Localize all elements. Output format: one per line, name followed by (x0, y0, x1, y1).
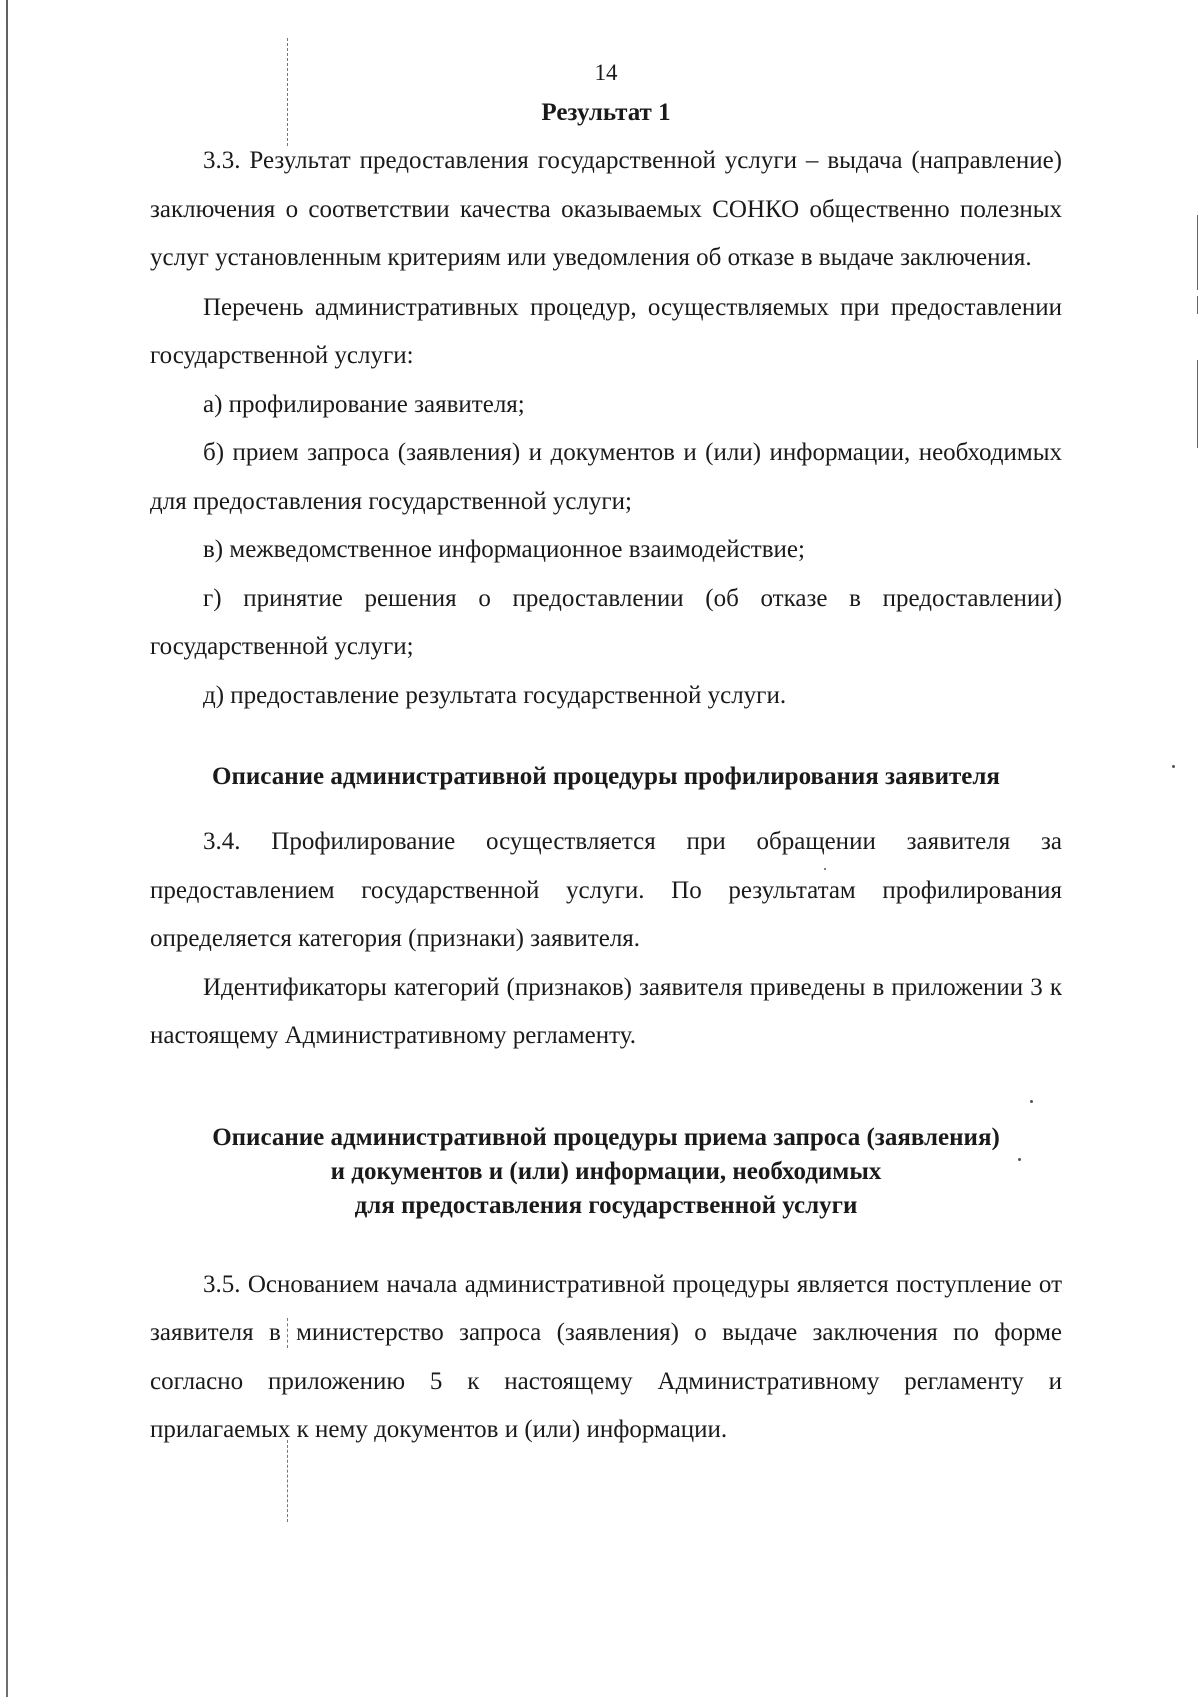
scan-right-mark-2 (1197, 296, 1198, 314)
paragraph-3-5: 3.5. Основанием начала административной процедуры является поступление от заявителя в министерство запроса (заявления) о выдаче заключения по форме согласно приложению 5 к настоящему Административному регламенту и прилагаемых к нему документов и (или) информации. (150, 1270, 1062, 1443)
procedures-list-intro: Перечень административных процедур, осуществляемых при предоставлении государственной услуги: (150, 293, 1062, 369)
section-heading-line: для предоставления государственной услуги (354, 1191, 858, 1219)
paragraph-identifiers: Идентификаторы категорий (признаков) заявителя приведены в приложении 3 к настоящему Административному регламенту. (150, 973, 1062, 1049)
paragraph-3-3: 3.3. Результат предоставления государственной услуги – выдача (направление) заключения о соответствии качества оказываемых СОНКО общественно полезных услуг установленным критериям или уведомления об отказе в выдаче заключения. (150, 147, 1062, 271)
scan-left-edge (6, 0, 8, 1697)
scan-right-mark-1 (1197, 215, 1198, 290)
section-heading-line: и документов и (или) информации, необходимых (330, 1157, 882, 1185)
document-page (150, 58, 1062, 1455)
page-number: 14 (594, 60, 618, 85)
result-heading: Результат 1 (541, 99, 671, 126)
procedure-item-g: г) принятие решения о предоставлении (об отказе в предоставлении) государственной услуги; (150, 584, 1062, 660)
procedure-item-v: в) межведомственное информационное взаимодействие; (203, 536, 805, 563)
section-heading-profiling: Описание административной процедуры профилирования заявителя (212, 763, 1000, 790)
procedure-item-d: д) предоставление результата государственной услуги. (203, 681, 787, 709)
procedure-item-a: а) профилирование заявителя; (203, 390, 525, 418)
scan-speck (1172, 765, 1175, 768)
scan-right-mark-3 (1197, 360, 1198, 448)
section-heading-request-intake (150, 1121, 1062, 1223)
procedure-item-b: б) прием запроса (заявления) и документов и (или) информации, необходимых для предоставления государственной услуги; (150, 439, 1062, 515)
section-heading-line: Описание административной процедуры приема запроса (заявления) (212, 1123, 1000, 1151)
paragraph-3-4: 3.4. Профилирование осуществляется при обращении заявителя за предоставлением государственной услуги. По результатам профилирования определяется категория (признаки) заявителя. (150, 828, 1062, 952)
